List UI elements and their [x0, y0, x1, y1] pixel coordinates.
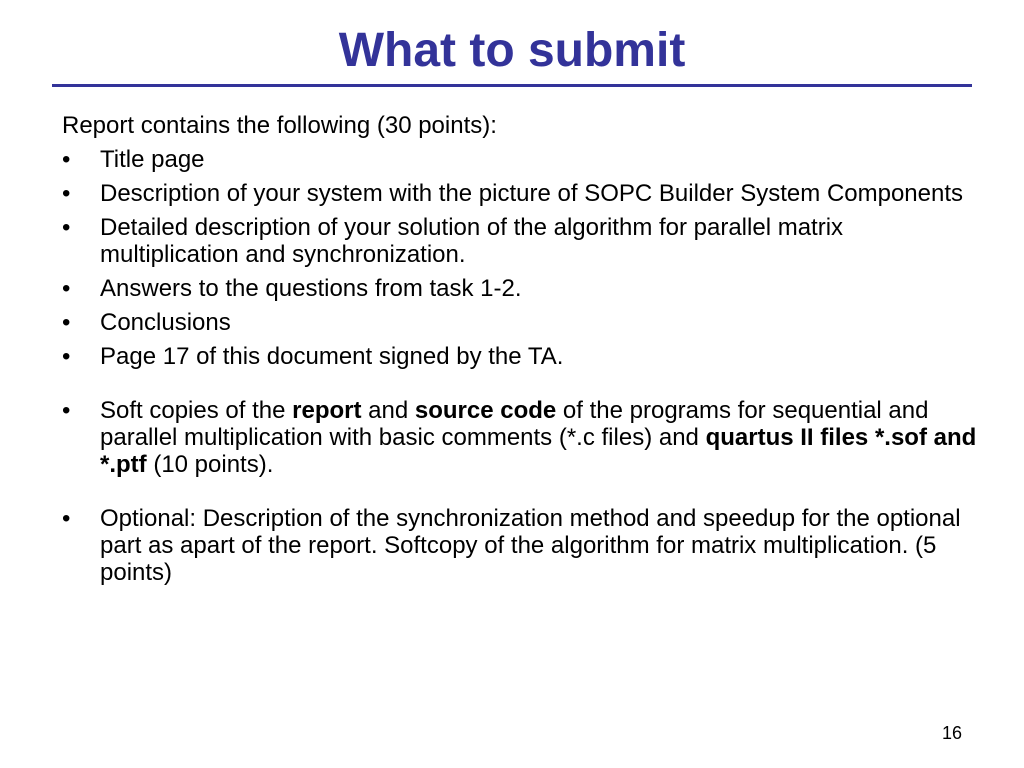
optional-text: Optional: Description of the synchronization method and speedup for the optional part as apart of the report. Softcopy of the algorithm for matrix multiplication. (5 points): [100, 505, 961, 586]
soft-copies-text-part: and: [361, 397, 415, 424]
list-item: [62, 275, 982, 302]
bullet-icon: •: [62, 397, 71, 424]
soft-copies-item: [62, 397, 982, 478]
soft-copies-text-part: Soft copies of the: [100, 397, 293, 424]
list-item-text: Conclusions: [100, 309, 231, 336]
list-item: [62, 214, 982, 268]
bullet-icon: •: [62, 343, 71, 370]
bullet-icon: •: [62, 146, 71, 173]
list-item: [62, 180, 982, 207]
report-intro: Report contains the following (30 points):: [62, 112, 497, 139]
soft-copies-quartus-files-label: quartus II files *.sof and *.ptf: [100, 424, 977, 478]
list-item-text: Answers to the questions from task 1-2.: [100, 275, 522, 302]
list-item-text: Description of your system with the picture of SOPC Builder System Components: [100, 180, 964, 207]
bullet-icon: •: [62, 505, 71, 532]
bullet-icon: •: [62, 180, 71, 207]
title-underline: [52, 84, 972, 87]
bullet-icon: •: [62, 214, 71, 241]
optional-item: [62, 505, 982, 586]
report-requirements-list: [62, 146, 982, 586]
list-item: [62, 146, 982, 173]
slide-title: What to submit: [338, 24, 686, 77]
soft-copies-text-part: (10 points).: [146, 451, 274, 478]
list-item-text: Detailed description of your solution of the algorithm for parallel matrix multiplication and synchronization.: [100, 214, 844, 268]
soft-copies-text: [100, 397, 976, 478]
list-item: [62, 343, 982, 370]
bullet-icon: •: [62, 309, 71, 336]
soft-copies-report-label: report: [292, 397, 362, 424]
list-item-text: Title page: [100, 146, 205, 173]
list-item: [62, 309, 982, 336]
list-item-text: Page 17 of this document signed by the TA.: [100, 343, 564, 370]
soft-copies-source-code-label: source code: [414, 397, 557, 424]
bullet-icon: •: [62, 275, 71, 302]
soft-copies-text-part: of the programs for sequential and parallel multiplication with basic comments (*.c files) and: [100, 397, 929, 451]
slide-body: [62, 112, 982, 593]
page-number: 16: [941, 723, 962, 743]
